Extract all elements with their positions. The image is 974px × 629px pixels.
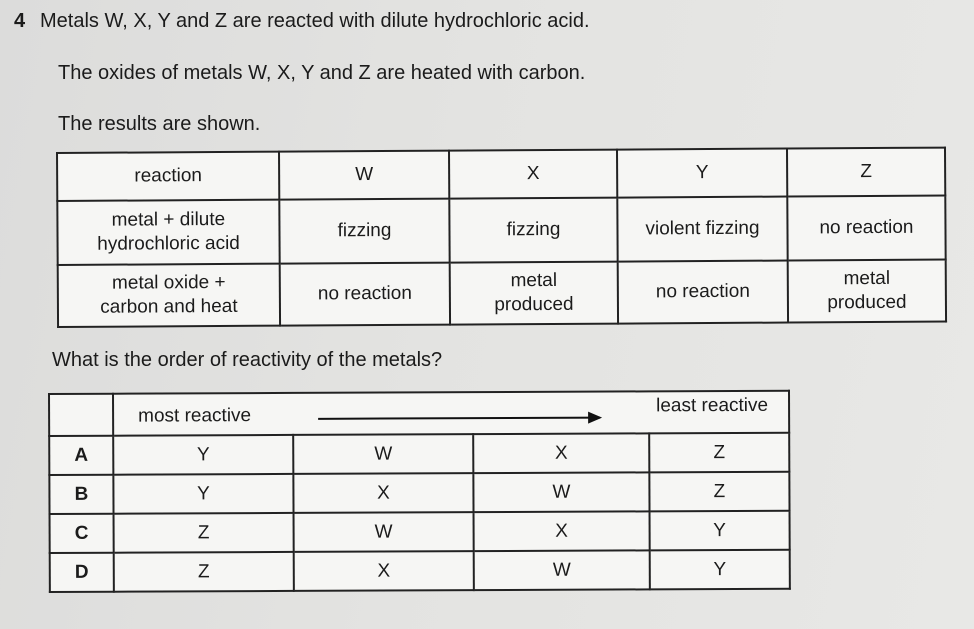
- cell-z-carbon: metal produced: [788, 260, 946, 323]
- least-reactive-label: least reactive: [656, 394, 769, 417]
- option-row-a[interactable]: [49, 433, 789, 475]
- header-metal-x: X: [449, 150, 617, 199]
- question-stem-line-1: Metals W, X, Y and Z are reacted with dilute hydrochloric acid.: [40, 10, 590, 32]
- option-cell: W: [473, 472, 649, 512]
- question-stem-line-2: The oxides of metals W, X, Y and Z are heated with carbon.: [58, 62, 586, 84]
- cell-x-acid: fizzing: [449, 198, 617, 263]
- option-cell: Z: [649, 472, 789, 512]
- question-stem-line-3: The results are shown.: [58, 113, 261, 135]
- row-label-acid: metal + dilute hydrochloric acid: [57, 200, 279, 265]
- results-row: [58, 260, 946, 327]
- option-letter: D: [50, 553, 114, 592]
- reactivity-header: [113, 391, 789, 436]
- cell-z-acid: no reaction: [787, 196, 945, 261]
- answer-header-row: [49, 391, 789, 436]
- option-cell: W: [293, 434, 473, 474]
- option-cell: Y: [650, 511, 790, 551]
- option-letter: A: [49, 436, 113, 475]
- arrow-right-icon: [318, 417, 600, 420]
- results-row: [57, 196, 945, 265]
- option-cell: Y: [650, 550, 790, 590]
- option-row-b[interactable]: [49, 472, 789, 514]
- option-cell: W: [294, 512, 474, 552]
- answer-options-table: [48, 390, 791, 593]
- header-metal-y: Y: [617, 149, 787, 198]
- row-label-carbon: metal oxide + carbon and heat: [58, 264, 280, 327]
- option-letter: B: [49, 475, 113, 514]
- question-prompt: What is the order of reactivity of the metals?: [52, 349, 443, 371]
- results-header-row: [57, 148, 945, 201]
- option-cell: X: [473, 433, 649, 473]
- header-metal-w: W: [279, 151, 449, 200]
- option-row-d[interactable]: [50, 550, 790, 592]
- header-metal-z: Z: [787, 148, 945, 197]
- option-cell: Z: [114, 552, 294, 592]
- option-letter: C: [50, 514, 114, 553]
- option-cell: Z: [649, 433, 789, 473]
- option-cell: Z: [114, 513, 294, 553]
- option-cell: W: [474, 550, 650, 590]
- results-table: [56, 147, 947, 328]
- option-row-c[interactable]: [50, 511, 790, 553]
- header-blank-cell: [49, 394, 113, 436]
- option-cell: X: [474, 511, 650, 551]
- cell-w-acid: fizzing: [279, 199, 449, 264]
- most-reactive-label: most reactive: [138, 405, 252, 427]
- cell-y-acid: violent fizzing: [617, 197, 787, 262]
- header-reaction: reaction: [57, 152, 279, 201]
- option-cell: X: [294, 551, 474, 591]
- option-cell: Y: [113, 435, 293, 475]
- option-cell: Y: [113, 474, 293, 514]
- cell-y-carbon: no reaction: [618, 261, 788, 324]
- cell-x-carbon: metal produced: [450, 262, 618, 325]
- question-number: 4: [14, 10, 26, 32]
- option-cell: X: [293, 473, 473, 513]
- cell-w-carbon: no reaction: [280, 263, 450, 326]
